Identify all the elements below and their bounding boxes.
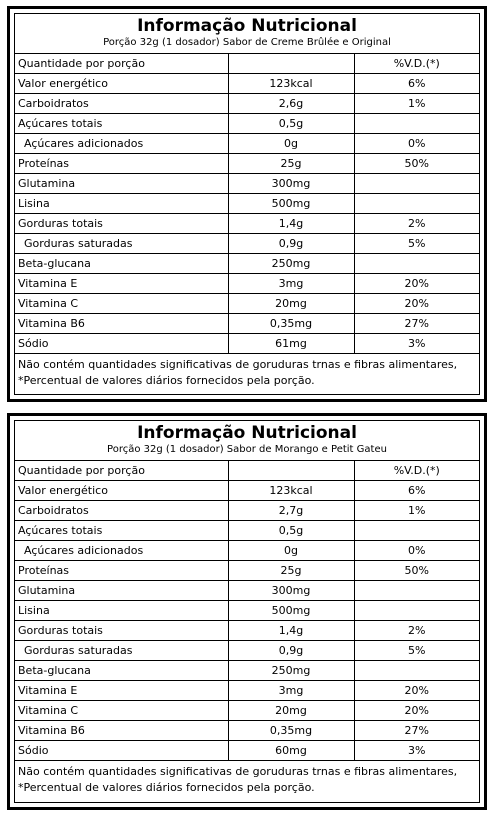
table-row xyxy=(15,314,479,334)
header-vd: %V.D.(*) xyxy=(354,461,479,481)
nutrient-amount: 500mg xyxy=(228,601,354,621)
footnote-not-significant: Não contém quantidades significativas de goruduras trnas e fibras alimentares, xyxy=(18,358,458,371)
nutrient-label: Sódio xyxy=(15,741,228,761)
nutrition-panel-inner xyxy=(14,420,480,803)
nutrient-vd: 20% xyxy=(354,701,479,721)
nutrient-vd: 6% xyxy=(354,481,479,501)
nutrient-vd: 1% xyxy=(354,501,479,521)
nutrient-vd xyxy=(354,601,479,621)
nutrient-vd xyxy=(354,174,479,194)
nutrient-label: Beta-glucana xyxy=(15,661,228,681)
nutrient-vd: 2% xyxy=(354,621,479,641)
header-amount xyxy=(228,54,354,74)
table-row xyxy=(15,174,479,194)
nutrition-table-body xyxy=(15,461,479,761)
table-row xyxy=(15,214,479,234)
nutrient-label: Açúcares adicionados xyxy=(15,134,228,154)
nutrient-label: Vitamina E xyxy=(15,681,228,701)
nutrition-panel-morango xyxy=(7,413,487,810)
nutrient-vd: 27% xyxy=(354,314,479,334)
table-row xyxy=(15,661,479,681)
nutrient-vd: 5% xyxy=(354,641,479,661)
header-amount xyxy=(228,461,354,481)
table-row xyxy=(15,681,479,701)
nutrient-amount: 2,6g xyxy=(228,94,354,114)
table-row xyxy=(15,234,479,254)
nutrient-amount: 20mg xyxy=(228,701,354,721)
nutrient-label: Proteínas xyxy=(15,561,228,581)
nutrient-amount: 0g xyxy=(228,134,354,154)
panel-title: Informação Nutricional xyxy=(137,16,357,36)
footnote-daily-values: *Percentual de valores diários fornecidos pela porção. xyxy=(18,374,315,387)
nutrient-label: Vitamina C xyxy=(15,294,228,314)
header-label: Quantidade por porção xyxy=(15,461,228,481)
nutrient-vd: 5% xyxy=(354,234,479,254)
nutrient-amount: 0g xyxy=(228,541,354,561)
nutrient-label: Beta-glucana xyxy=(15,254,228,274)
table-row xyxy=(15,641,479,661)
table-row xyxy=(15,74,479,94)
nutrient-amount: 0,9g xyxy=(228,641,354,661)
nutrient-vd: 20% xyxy=(354,274,479,294)
nutrient-amount: 61mg xyxy=(228,334,354,354)
nutrient-vd: 3% xyxy=(354,741,479,761)
nutrient-label: Carboidratos xyxy=(15,94,228,114)
nutrient-amount: 3mg xyxy=(228,681,354,701)
table-row xyxy=(15,501,479,521)
nutrient-amount: 0,5g xyxy=(228,521,354,541)
nutrient-amount: 20mg xyxy=(228,294,354,314)
table-row xyxy=(15,701,479,721)
nutrient-vd: 3% xyxy=(354,334,479,354)
nutrient-vd: 27% xyxy=(354,721,479,741)
table-row xyxy=(15,481,479,501)
nutrient-label: Valor energético xyxy=(15,481,228,501)
nutrient-amount: 0,5g xyxy=(228,114,354,134)
nutrient-vd: 50% xyxy=(354,154,479,174)
table-row xyxy=(15,334,479,354)
table-row xyxy=(15,294,479,314)
nutrient-label: Lisina xyxy=(15,194,228,214)
nutrient-label: Vitamina C xyxy=(15,701,228,721)
footnote-daily-values: *Percentual de valores diários fornecidos pela porção. xyxy=(18,781,315,794)
nutrient-label: Açúcares totais xyxy=(15,114,228,134)
nutrient-label: Vitamina E xyxy=(15,274,228,294)
nutrient-amount: 1,4g xyxy=(228,214,354,234)
nutrient-vd xyxy=(354,114,479,134)
footnote-not-significant: Não contém quantidades significativas de goruduras trnas e fibras alimentares, xyxy=(18,765,458,778)
nutrient-amount: 123kcal xyxy=(228,481,354,501)
nutrient-vd: 1% xyxy=(354,94,479,114)
nutrient-vd xyxy=(354,581,479,601)
nutrient-vd: 0% xyxy=(354,134,479,154)
nutrition-panel-creme-brulee xyxy=(7,6,487,402)
nutrition-table xyxy=(15,460,479,761)
nutrient-vd: 20% xyxy=(354,294,479,314)
nutrient-amount: 25g xyxy=(228,561,354,581)
table-row xyxy=(15,741,479,761)
nutrition-table xyxy=(15,53,479,354)
nutrient-label: Lisina xyxy=(15,601,228,621)
nutrient-label: Sódio xyxy=(15,334,228,354)
table-row xyxy=(15,621,479,641)
nutrient-vd: 20% xyxy=(354,681,479,701)
nutrient-label: Carboidratos xyxy=(15,501,228,521)
nutrient-label: Valor energético xyxy=(15,74,228,94)
nutrient-amount: 0,35mg xyxy=(228,314,354,334)
nutrient-amount: 300mg xyxy=(228,581,354,601)
panel-subtitle: Porção 32g (1 dosador) Sabor de Morango e Petit Gateu xyxy=(107,444,387,455)
nutrient-label: Gorduras saturadas xyxy=(15,234,228,254)
header-label: Quantidade por porção xyxy=(15,54,228,74)
table-row xyxy=(15,194,479,214)
panel-subtitle: Porção 32g (1 dosador) Sabor de Creme Brûlée e Original xyxy=(103,37,391,48)
nutrient-label: Gorduras saturadas xyxy=(15,641,228,661)
table-header-row xyxy=(15,54,479,74)
table-row xyxy=(15,274,479,294)
nutrient-amount: 2,7g xyxy=(228,501,354,521)
nutrient-vd: 0% xyxy=(354,541,479,561)
panel-title: Informação Nutricional xyxy=(137,423,357,443)
nutrient-vd xyxy=(354,661,479,681)
nutrient-vd: 6% xyxy=(354,74,479,94)
nutrient-amount: 0,35mg xyxy=(228,721,354,741)
table-row xyxy=(15,721,479,741)
nutrient-amount: 3mg xyxy=(228,274,354,294)
table-row xyxy=(15,154,479,174)
table-row xyxy=(15,134,479,154)
nutrient-label: Açúcares adicionados xyxy=(15,541,228,561)
nutrient-amount: 500mg xyxy=(228,194,354,214)
nutrient-label: Vitamina B6 xyxy=(15,314,228,334)
table-row xyxy=(15,601,479,621)
nutrient-vd: 2% xyxy=(354,214,479,234)
nutrient-amount: 1,4g xyxy=(228,621,354,641)
nutrient-label: Glutamina xyxy=(15,581,228,601)
header-vd: %V.D.(*) xyxy=(354,54,479,74)
nutrient-label: Gorduras totais xyxy=(15,214,228,234)
nutrition-table-body xyxy=(15,54,479,354)
nutrient-label: Açúcares totais xyxy=(15,521,228,541)
nutrient-label: Glutamina xyxy=(15,174,228,194)
nutrient-label: Proteínas xyxy=(15,154,228,174)
nutrient-amount: 250mg xyxy=(228,254,354,274)
nutrient-label: Gorduras totais xyxy=(15,621,228,641)
table-row xyxy=(15,94,479,114)
nutrition-panel-inner xyxy=(14,13,480,395)
table-row xyxy=(15,541,479,561)
nutrient-label: Vitamina B6 xyxy=(15,721,228,741)
table-row xyxy=(15,561,479,581)
table-row xyxy=(15,254,479,274)
nutrient-vd xyxy=(354,521,479,541)
nutrient-amount: 60mg xyxy=(228,741,354,761)
nutrient-vd xyxy=(354,254,479,274)
nutrient-amount: 25g xyxy=(228,154,354,174)
nutrient-amount: 250mg xyxy=(228,661,354,681)
nutrient-vd: 50% xyxy=(354,561,479,581)
nutrient-amount: 300mg xyxy=(228,174,354,194)
table-row xyxy=(15,581,479,601)
nutrient-vd xyxy=(354,194,479,214)
nutrient-amount: 123kcal xyxy=(228,74,354,94)
table-header-row xyxy=(15,461,479,481)
table-row xyxy=(15,114,479,134)
nutrient-amount: 0,9g xyxy=(228,234,354,254)
table-row xyxy=(15,521,479,541)
